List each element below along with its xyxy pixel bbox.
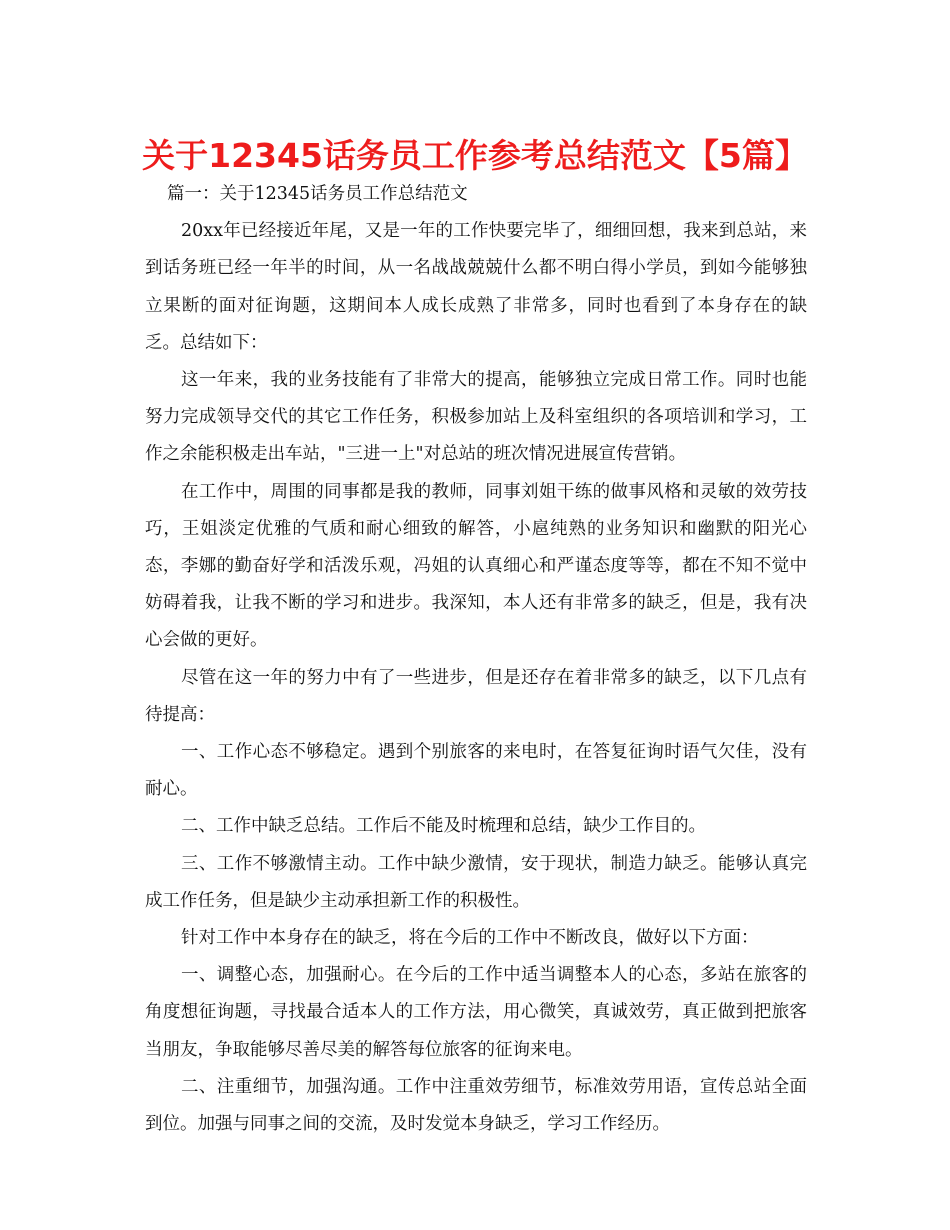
paragraph-shortcoming-1: 一、工作心态不够稳定。遇到个别旅客的来电时，在答复征询时语气欠佳，没有耐心。	[145, 742, 807, 800]
document-title: 关于12345话务员工作参考总结范文【5篇】	[142, 136, 808, 175]
paragraph-colleagues: 在工作中，周围的同事都是我的教师，同事刘姐干练的做事风格和灵敏的效劳技巧，王姐淡定优雅的气质和耐心细致的解答，小扈纯熟的业务知识和幽默的阳光心态，李娜的勤奋好学和活泼乐观，冯姐的认真细心和严谨态度等等，都在不知不觉中妨碍着我，让我不断的学习和进步。我深知，本人还有非常多的缺乏，但是，我有决心会做的更好。	[145, 481, 807, 651]
paragraph-improvement-1: 一、调整心态，加强耐心。在今后的工作中适当调整本人的心态，多站在旅客的角度想征询题，寻找最合适本人的工作方法，用心微笑，真诚效劳，真正做到把旅客当朋友，争取能够尽善尽美的解答每位旅客的征询来电。	[145, 965, 807, 1060]
paragraph-shortcoming-3: 三、工作不够激情主动。工作中缺少激情，安于现状，制造力缺乏。能够认真完成工作任务，但是缺少主动承担新工作的积极性。	[145, 853, 807, 911]
paragraph-intro: 20xx年已经接近年尾，又是一年的工作快要完毕了，细细回想，我来到总站，来到话务班已经一年半的时间，从一名战战兢兢什么都不明白得小学员，到如今能够独立果断的面对征询题，这期间本人成长成熟了非常多，同时也看到了本身存在的缺乏。总结如下：	[145, 221, 807, 353]
paragraph-shortcomings-intro: 尽管在这一年的努力中有了一些进步，但是还存在着非常多的缺乏，以下几点有待提高：	[145, 667, 807, 725]
document-body	[145, 176, 807, 1143]
paragraph-improvements-intro: 针对工作中本身存在的缺乏，将在今后的工作中不断改良，做好以下方面：	[181, 928, 759, 949]
section-heading: 篇一：关于12345话务员工作总结范文	[167, 184, 468, 204]
paragraph-skills: 这一年来，我的业务技能有了非常大的提高，能够独立完成日常工作。同时也能努力完成领导交代的其它工作任务，积极参加站上及科室组织的各项培训和学习，工作之余能积极走出车站，"三进一上"对总站的班次情况进展宣传营销。	[145, 370, 807, 465]
paragraph-shortcoming-2: 二、工作中缺乏总结。工作后不能及时梳理和总结，缺少工作目的。	[181, 816, 706, 837]
paragraph-improvement-2: 二、注重细节，加强沟通。工作中注重效劳细节，标准效劳用语，宣传总站全面到位。加强与同事之间的交流，及时发觉本身缺乏，学习工作经历。	[145, 1076, 807, 1135]
